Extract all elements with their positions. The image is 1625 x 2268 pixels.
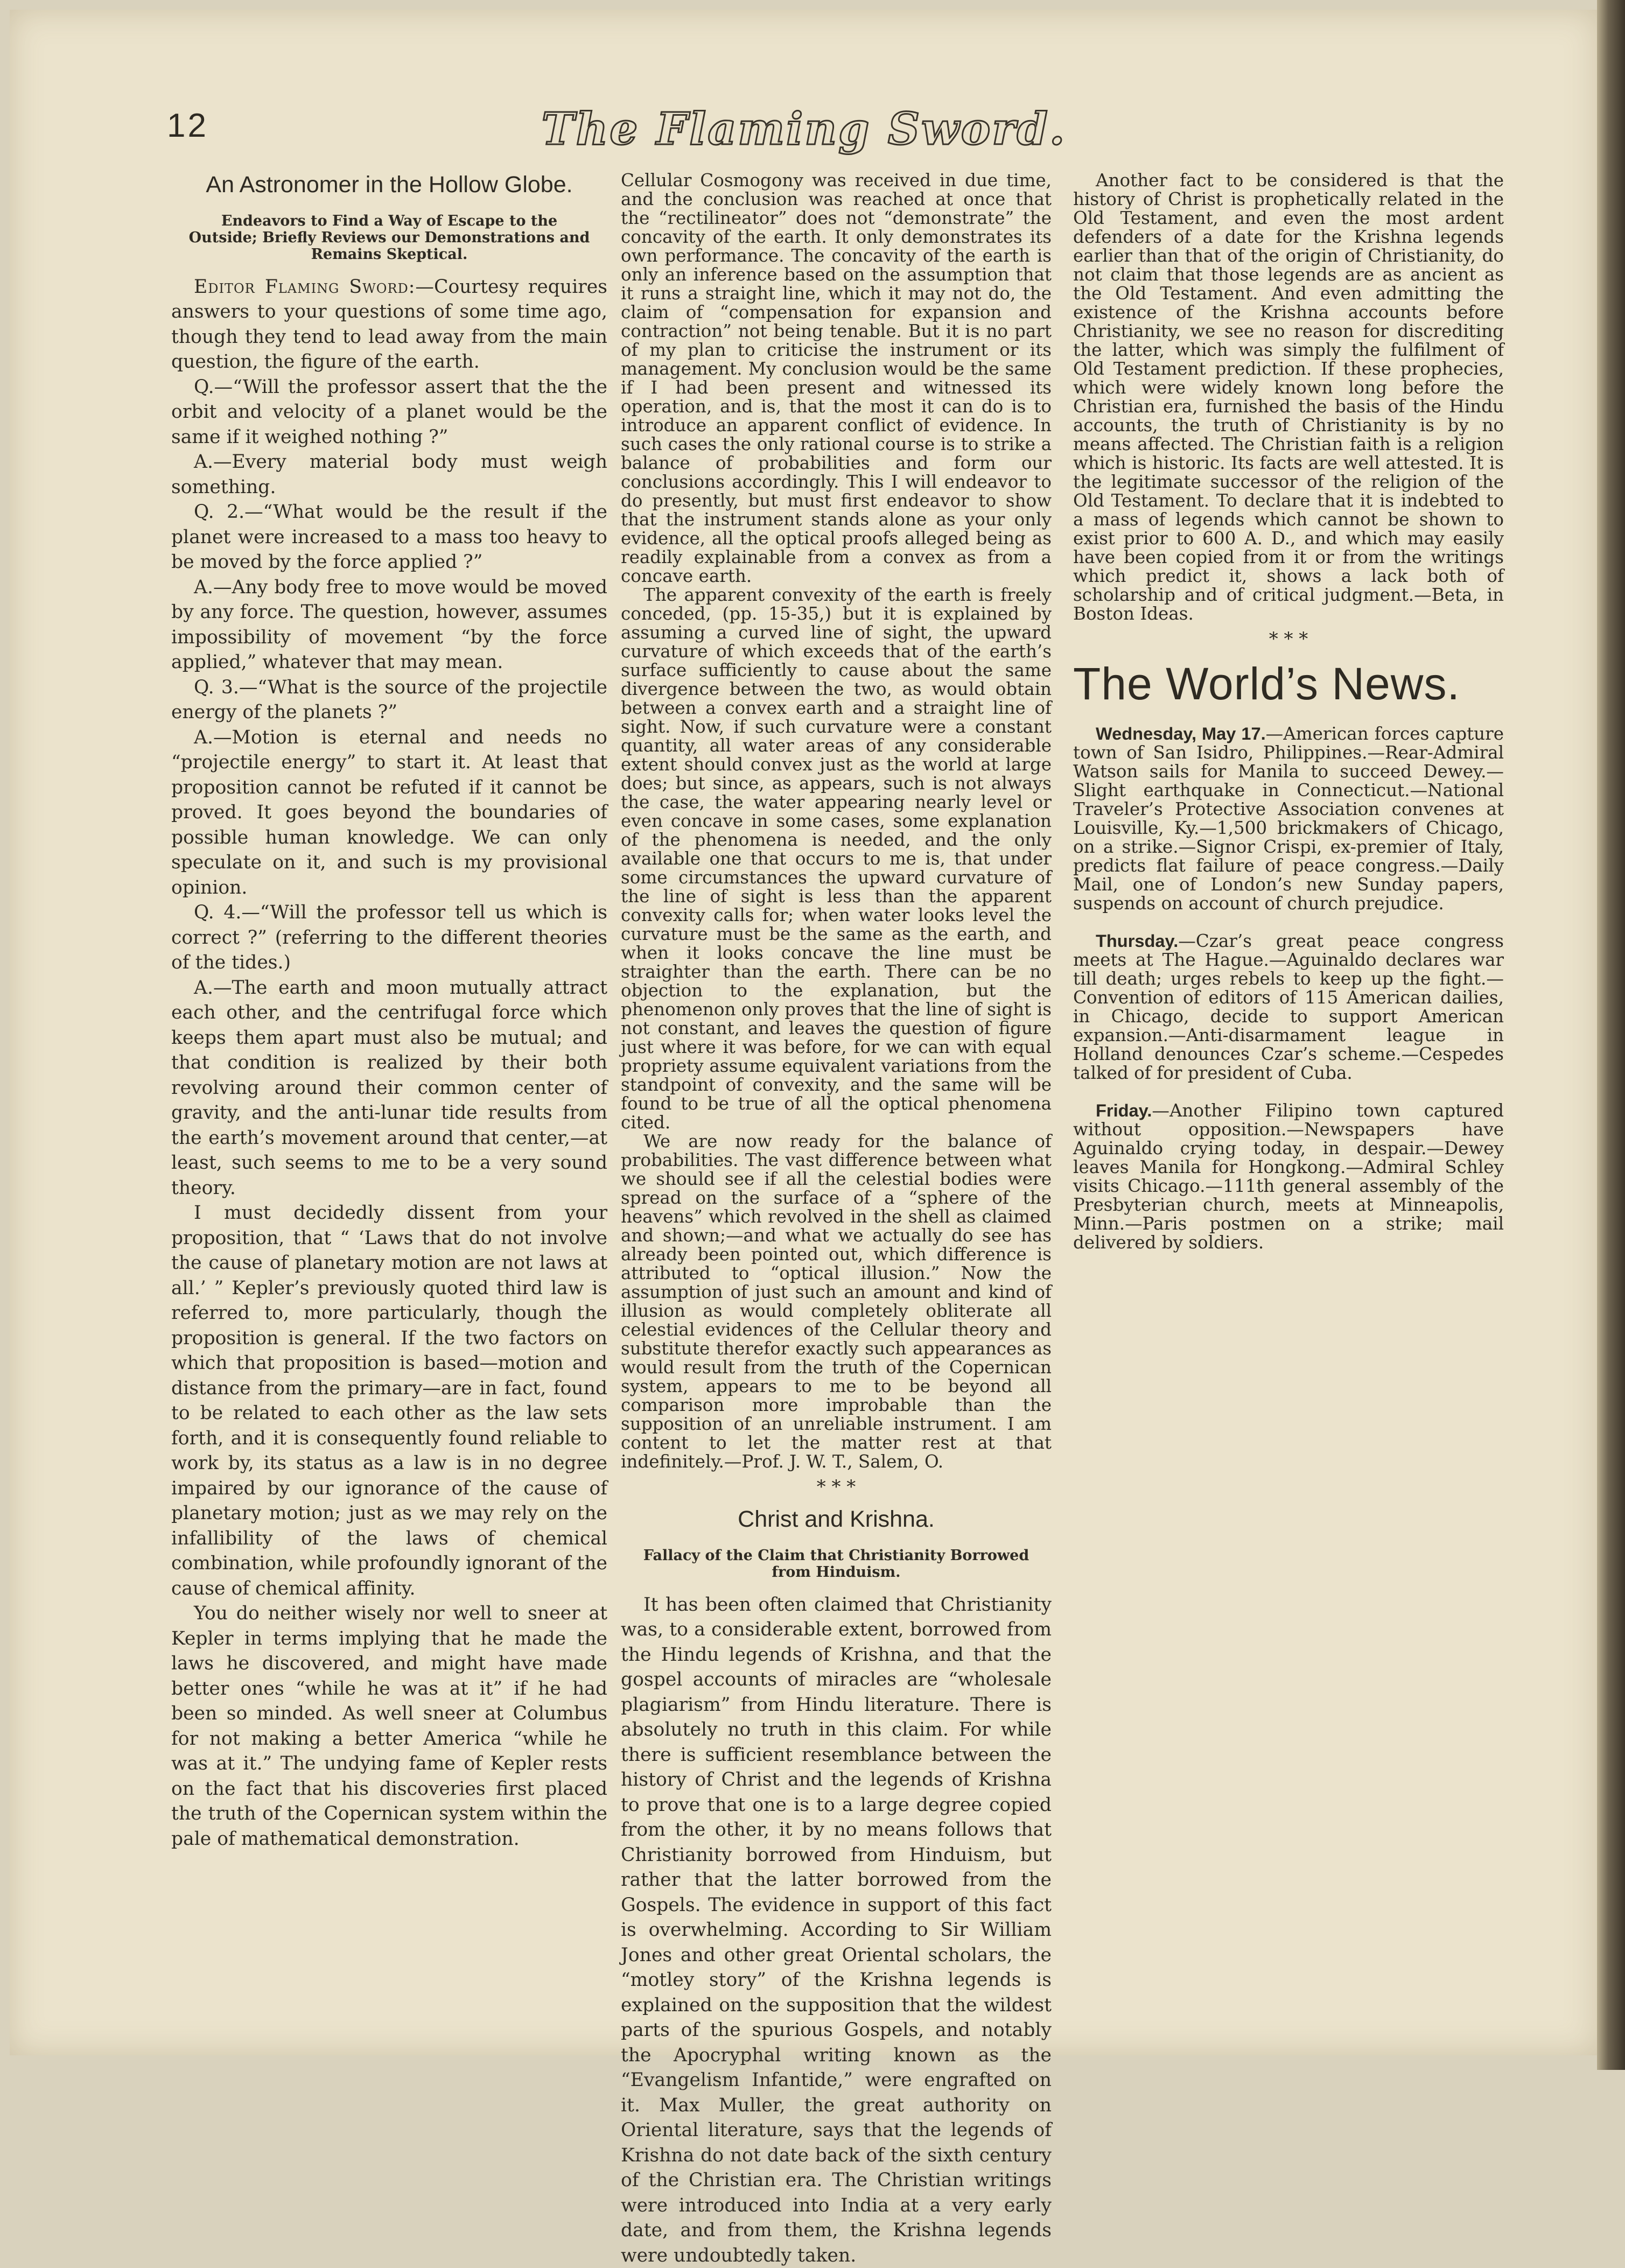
paragraph [171,275,607,375]
news-text: —Another Filipino town captured without opposition.—Newspapers have Aguinaldo crying today, in despair.—Dewey leaves Manila for Hongkong.—Admiral Schley visits Chicago.—111th general assembly of the Presbyterian church, meets at Minneapolis, Minn.—Paris postmen on a strike; mail delivered by soldiers. [1073,1100,1504,1253]
article-title: An Astronomer in the Hollow Globe. [206,172,573,198]
news-paragraph [1073,931,1504,1083]
section-separator: * * * [1269,628,1308,650]
news-day: Friday. [1096,1100,1152,1120]
page-number: 12 [167,107,208,144]
paragraph: A.—Any body free to move would be moved by any force. The question, however, assumes impossibility of movement “by the force applied,” whatever that may mean. [171,576,607,673]
section-separator: * * * [816,1476,856,1498]
news-paragraph [1073,724,1504,913]
paragraph: Q.—“Will the professor assert that the the orbit and velocity of a planet would be the same if it weighed nothing ?” [171,376,607,448]
news-day: Thursday. [1096,931,1179,951]
paragraph: A.—Every material body must weigh something. [171,451,607,498]
book-spine [1597,0,1625,2070]
news-item [1073,1101,1504,1252]
paragraph: You do neither wisely nor well to sneer at Kepler in terms implying that he made the laws he discovered, and might have made better ones “while he was at it” if he had been so minded. As well sneer at Columbus for not making a better America “while he was at it.” The undying fame of Kepler rests on the fact that his discoveries first placed the truth of the Copernican system within the pale of mathematical demonstration. [171,1603,607,1850]
paragraph: Q. 4.—“Will the professor tell us which is correct ?” (referring to the different theories of the tides.) [171,902,607,974]
paragraph: We are now ready for the balance of probabilities. The vast difference between what we should see if all the celestial bodies were spread on the surface of a “sphere of the heavens” which revolved in the shell as claimed and shown;—and what we actually do see has already been pointed out, which difference is attributed to “optical illusion.” Now the assumption of just such an amount and kind of illusion as would completely obliterate all celestial evidences of the Cellular theory and substitute therefor exactly such appearances as would result from the truth of the Copernican system, appears to me to be beyond all comparison more improbable than the supposition of an unreliable instrument. I am content to let the matter rest at that indefinitely.—Prof. J. W. T., Salem, O. [621,1131,1052,1472]
column-2 [621,171,1052,2268]
news-text: —American forces capture town of San Isidro, Philippines.—Rear-Admiral Watson sails for Manila to succeed Dewey.—Slight earthquake in Connecticut.—National Traveler’s Protective Association convenes at Louisville, Ky.—1,500 brickmakers of Chicago, on a strike.—Signor Crispi, ex-premier of Italy, predicts flat failure of peace congress.—Daily Mail, one of London’s new Sunday papers, suspends on account of church prejudice. [1073,724,1504,914]
paragraph: Q. 2.—“What would be the result if the planet were increased to a mass too heavy to be moved by the force applied ?” [171,501,607,573]
paragraph: Q. 3.—“What is the source of the projectile energy of the planets ?” [171,676,607,724]
salutation: Editor Flaming Sword: [194,276,416,298]
paragraph: Another fact to be considered is that the history of Christ is prophetically related in the Old Testament, and even the most ardent defenders of a date for the Krishna legends earlier than that of the origin of Christianity, do not claim that those legends are as ancient as the Old Testament. And even admitting the existence of the Krishna accounts before Christianity, we see no reason for discrediting the latter, which was simply the fulfilment of Old Testament prediction. If these prophecies, which were widely known long before the Christian era, furnished the basis of the Hindu accounts, the truth of Christianity is by no means affected. The Christian faith is a religion which is historic. Its facts are well attested. It is the legitimate successor of the religion of the Old Testament. To declare that it is indebted to a mass of legends which cannot be shown to exist prior to 600 A. D., and which may easily have been copied from it or from the writings which predict it, shows a lack both of scholarship and of critical judgment.—Beta, in Boston Ideas. [1073,170,1504,624]
paragraph: It has been often claimed that Christianity was, to a considerable extent, borrowed from the Hindu legends of Krishna, and that the gospel accounts of miracles are “wholesale plagiarism” from Hindu literature. There is absolutely no truth in this claim. For while there is sufficient resemblance between the history of Christ and the legends of Krishna to prove that one is to a large degree copied from the other, it by no means follows that Christianity borrowed from Hinduism, but rather that the latter borrowed from the Gospels. The evidence in support of this fact is overwhelming. According to Sir William Jones and other great Oriental scholars, the “motley story” of the Krishna legends is explained on the supposition that the wildest parts of the spurious Gospels, and notably the Apocryphal writing known as the “Evangelism Infantide,” were engrafted on it. Max Muller, the great authority on Oriental literature, says that the legends of Krishna do not date back of the sixth century of the Christian era. The Christian writings were introduced into India at a very early date, and from them, the Krishna legends were undoubtedly taken. [621,1593,1052,2266]
news-day: Wednesday, May 17. [1096,724,1266,743]
paragraph: I must decidedly dissent from your proposition, that “ ‘Laws that do not involve the cause of planetary motion are not laws at all.’ ” Kepler’s previously quoted third law is referred to, more particularly, though the proposition is general. If the two factors on which that proposition is based—motion and distance from the primary—are in fact, found to be related to each other as the law sets forth, and it is consequently found reliable to work by, its status as a law is in no degree impaired by our ignorance of the cause of planetary motion; just as we may rely on the infallibility of the laws of chemical combination, while profoundly ignorant of the cause of chemical affinity. [171,1202,607,1599]
news-item [1073,724,1504,913]
page [10,10,1598,2266]
paragraph: The apparent convexity of the earth is freely conceded, (pp. 15-35,) but it is explained by assuming a curved line of sight, the upward curvature of which exceeds that of the earth’s surface sufficiently to cause about the same divergence between the two, as would obtain between a convex earth and a straight line of sight. Now, if such curvature were a constant quantity, all water areas of any considerable extent should convex just as the world at large does; but since, as appears, such is not always the case, the water appearing nearly level or even concave in some cases, some explanation of the phenomena is needed, and the only available one that occurs to me is, that under some circumstances the upward curvature of the line of sight is less than the apparent convexity calls for; when water looks level the curvature must be the same as the earth, and when it looks concave the line must be straighter than the earth. There can be no objection to the explanation, but the phenomenon only proves that the line of sight is not constant, and leaves the question of figure just where it was before, for we can with equal propriety assume equivalent variations from the standpoint of convexity, and the same will be found to be true of all the optical phenomena cited. [621,585,1052,1133]
paragraph-text: —Courtesy requires answers to your questions of some time ago, though they tend to lead away from the main question, the figure of the earth. [171,276,607,373]
news-item [1073,931,1504,1083]
paragraph: Cellular Cosmogony was received in due time, and the conclusion was reached at once that the “rectilineator” does not “demonstrate” the concavity of the earth. It only demonstrates its own performance. The concavity of the earth is only an inference based on the assumption that it runs a straight line, which it may not do, the claim of “compensation for expansion and contraction” not being tenable. But it is no part of my plan to criticise the instrument or its management. My conclusion would be the same if I had been present and witnessed its operation, and is, that the most it can do is to introduce an apparent conflict of evidence. In such cases the only rational course is to strike a balance of probabilities and form our conclusions accordingly. This I will endeavor to do presently, but must first endeavor to show that the instrument stands alone as your only evidence, all the optical proofs alleged being as readily explainable from a convex as from a concave earth. [621,170,1052,586]
paragraph: A.—The earth and moon mutually attract each other, and the centrifugal force which keeps them apart must also be mutual; and that condition is realized by their both revolving around their common center of gravity, and the anti-lunar tide results from the earth’s movement around that center,—at least, such seems to me to be a very sound theory. [171,977,607,1199]
article-subtitle: Fallacy of the Claim that Christianity Borrowed from Hinduism. [643,1547,1029,1581]
news-text: —Czar’s great peace congress meets at The Hague.—Aguinaldo declares war till death; urges rebels to keep up the fight.—Convention of editors of 115 American dailies, in Chicago, decide to support American expansion.—Anti-disarmament league in Holland denounces Czar’s scheme.—Cespedes talked of for president of Cuba. [1073,931,1504,1083]
news-paragraph [1073,1101,1504,1252]
article-title: Christ and Krishna. [738,1506,935,1532]
article-subtitle: Endeavors to Find a Way of Escape to the Outside; Briefly Reviews our Demonstrations and Remains Skeptical. [188,212,590,263]
paragraph: A.—Motion is eternal and needs no “projectile energy” to start it. At least that proposition cannot be refuted if it cannot be proved. It goes beyond the boundaries of possible human knowledge. We can only speculate on it, and such is my provisional opinion. [171,726,607,898]
column-1 [171,171,607,1851]
column-3 [1073,171,1504,1270]
news-title: The World’s News. [1073,658,1460,709]
page-header [10,103,1598,155]
running-title: The Flaming Sword. [541,103,1067,155]
